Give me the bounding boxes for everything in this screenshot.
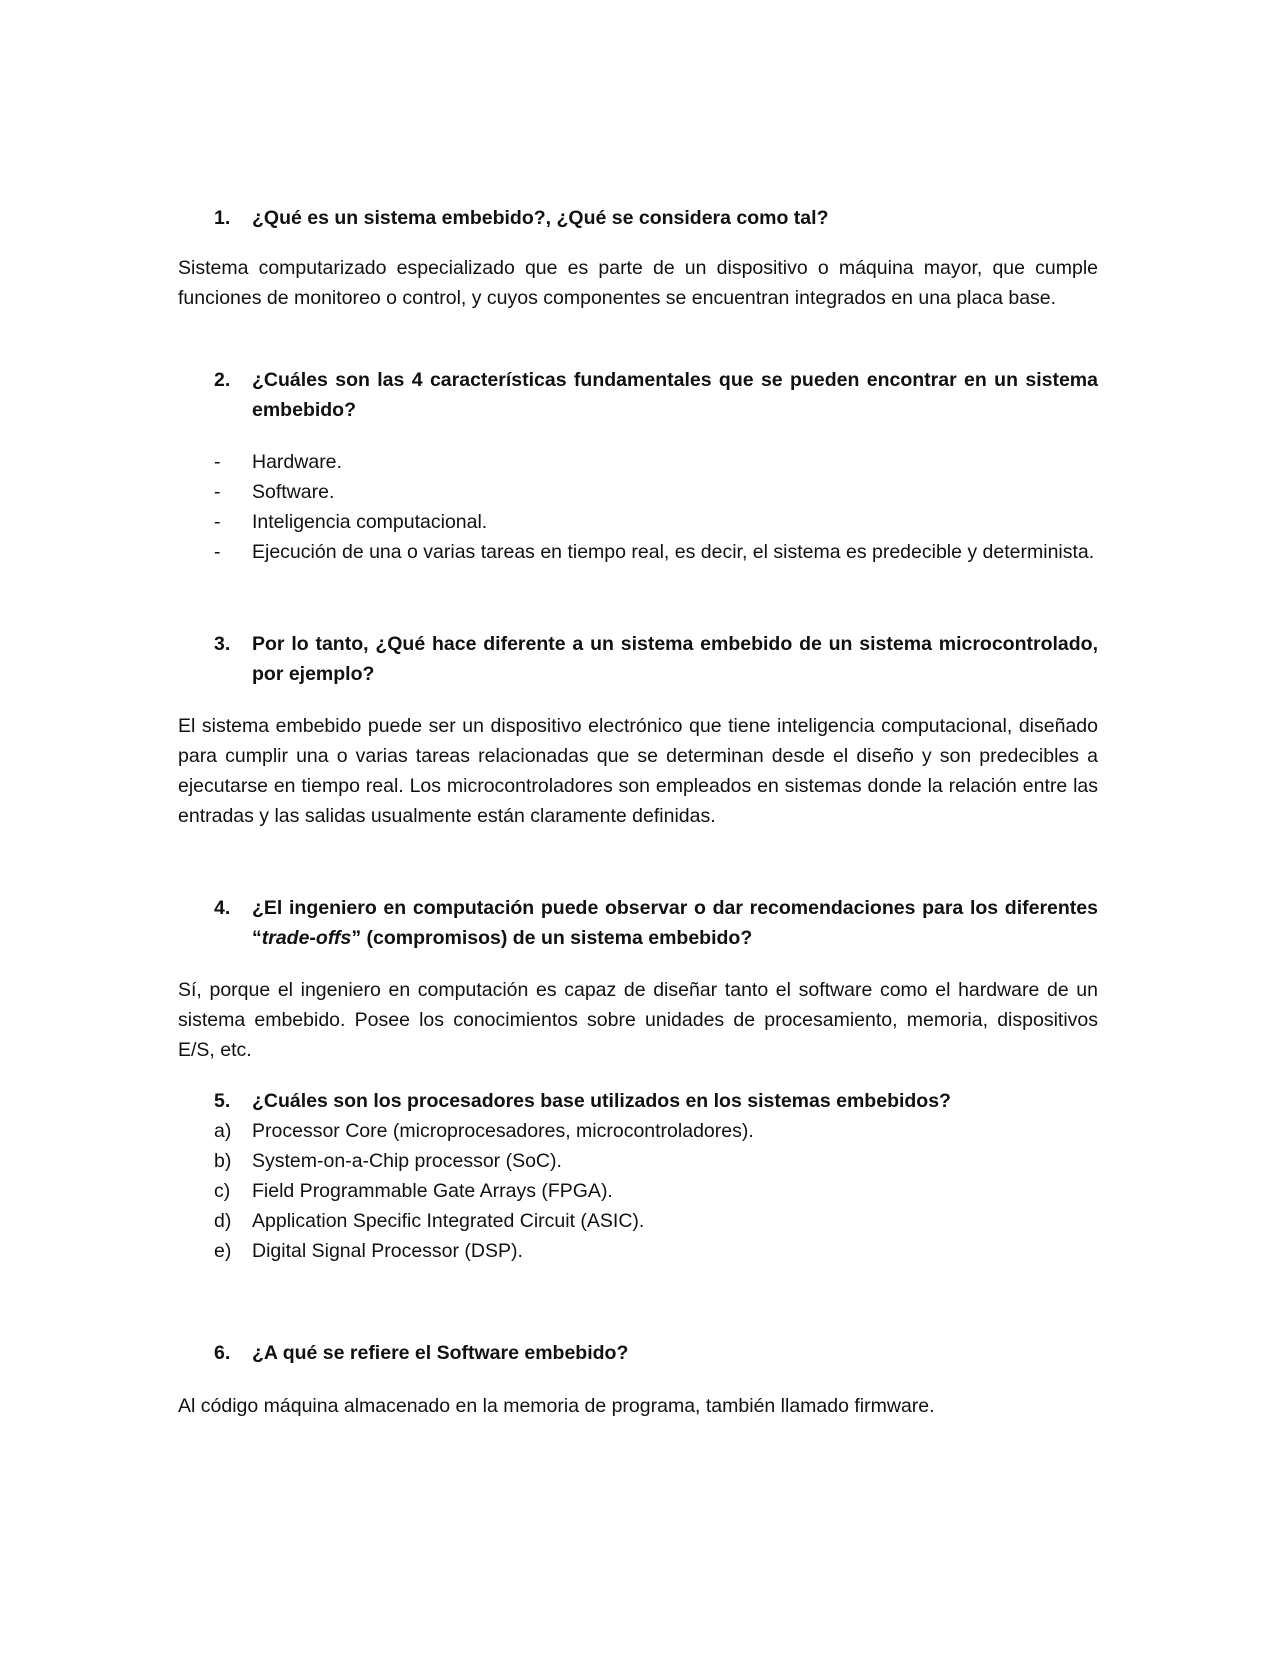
list-item: - Software. [214,481,335,503]
list-item: - Inteligencia computacional. [214,511,488,533]
list-item: - Ejecución de una o varias tareas en tiempo real, es decir, el sistema es predecible y determinista. [214,541,1095,563]
answer-4: Sí, porque el ingeniero en computación es capaz de diseñar tanto el software como el hardware de un sistema embebido. Posee los conocimientos sobre unidades de procesamiento, memoria, dispositivos E/S, etc. [178,979,1098,1061]
list-item: a) Processor Core (microprocesadores, microcontroladores). [214,1120,754,1142]
question-3: 3. Por lo tanto, ¿Qué hace diferente a un sistema embebido de un sistema microcontrolado, por ejemplo? [214,633,1098,685]
question-6: 6. ¿A qué se refiere el Software embebido? [214,1342,629,1364]
list-item: - Hardware. [214,451,342,473]
list-item: b) System-on-a-Chip processor (SoC). [214,1150,562,1172]
list-item: d) Application Specific Integrated Circuit (ASIC). [214,1210,645,1232]
answer-6: Al código máquina almacenado en la memoria de programa, también llamado firmware. [178,1395,935,1417]
answer-5-list [178,1116,1098,1266]
question-5: 5. ¿Cuáles son los procesadores base utilizados en los sistemas embebidos? [214,1090,951,1112]
question-2: 2. ¿Cuáles son las 4 características fundamentales que se pueden encontrar en un sistema embebido? [214,369,1098,421]
question-1: 1. ¿Qué es un sistema embebido?, ¿Qué se considera como tal? [214,207,829,229]
answer-1: Sistema computarizado especializado que es parte de un dispositivo o máquina mayor, que cumple funciones de monitoreo o control, y cuyos componentes se encuentran integrados en una placa base. [178,257,1098,309]
answer-2-list [178,447,1098,567]
question-4: 4. ¿El ingeniero en computación puede observar o dar recomendaciones para los diferentes “trade-offs” (compromisos) de un sistema embebido? [214,897,1098,949]
answer-3: El sistema embebido puede ser un dispositivo electrónico que tiene inteligencia computacional, diseñado para cumplir una o varias tareas relacionadas que se determinan desde el diseño y son predecibles a ejecutarse en tiempo real. Los microcontroladores son empleados en sistemas donde la relación entre las entradas y las salidas usualmente están claramente definidas. [178,715,1098,827]
list-item: e) Digital Signal Processor (DSP). [214,1240,523,1262]
list-item: c) Field Programmable Gate Arrays (FPGA). [214,1180,613,1202]
